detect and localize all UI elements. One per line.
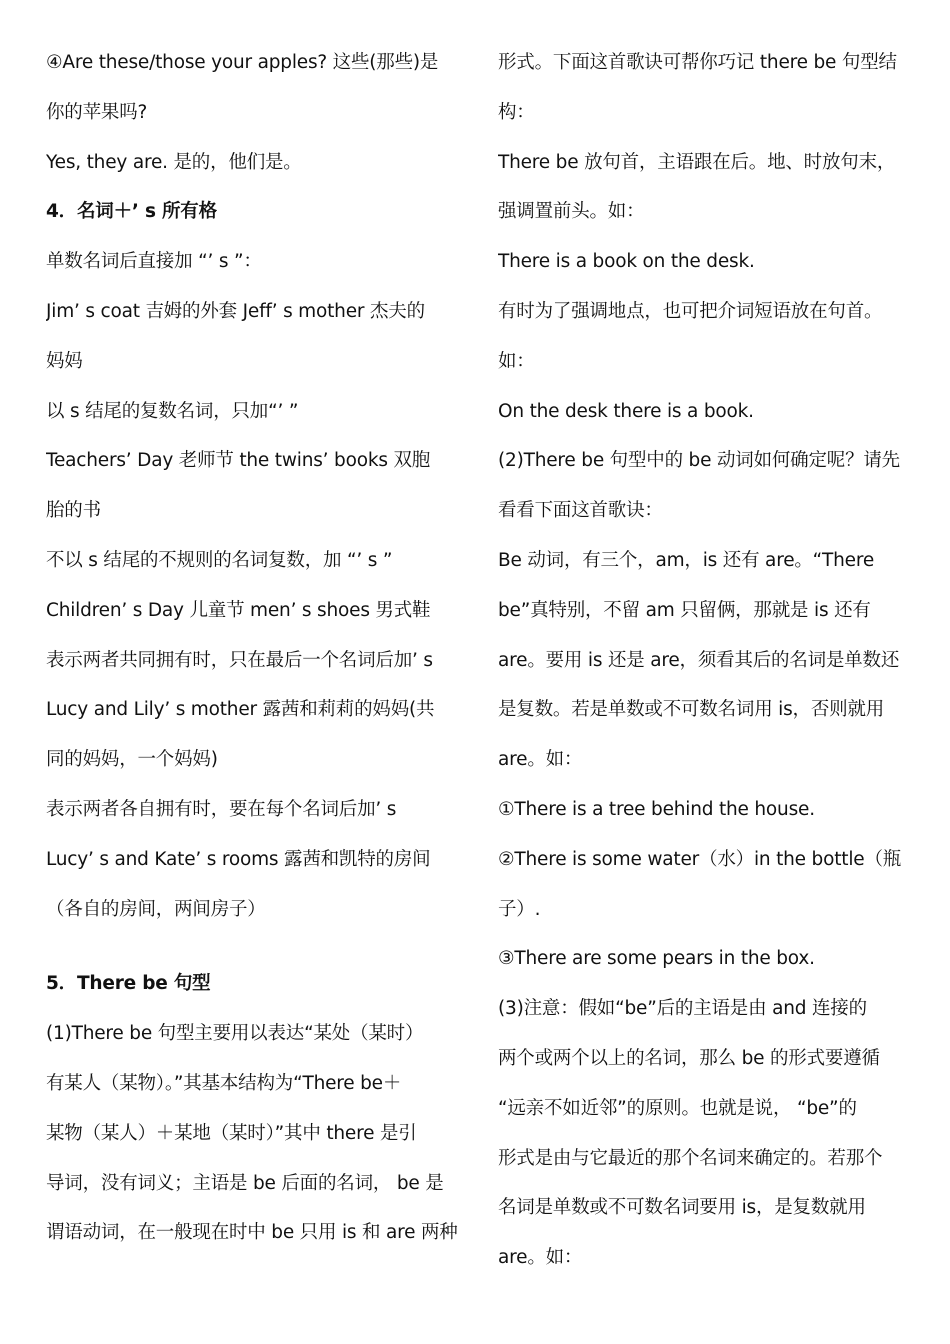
text-line: 某物（某人）＋某地（某时）”其中 there 是引 [46,1122,417,1144]
text-line: (2)There be 句型中的 be 动词如何确定呢？请先 [498,450,900,472]
text-line: be”真特别，不留 am 只留俩，那就是 is 还有 [498,599,871,621]
text-line: 同的妈妈，一个妈妈) [46,749,218,771]
left-column [46,38,466,1258]
text-line: are。如： [498,1247,583,1269]
text-line: There is a book on the desk. [498,251,755,273]
text-line: 形式。下面这首歌诀可帮你巧记 there be 句型结 [498,52,897,73]
text-line: 构： [498,101,535,123]
section-heading: 5．There be 句型 [46,973,211,995]
text-line: There be 放句首，主语跟在后。地、时放句末， [498,151,896,173]
text-line: 单数名词后直接加 “’ s ”： [46,251,262,273]
text-line: Lucy and Lily’ s mother 露茜和莉莉的妈妈(共 [46,699,435,721]
text-line: 妈妈 [46,350,83,372]
text-line: 是复数。若是单数或不可数名词用 is，否则就用 [498,699,885,721]
text-line: On the desk there is a book. [498,400,754,422]
text-line: 谓语动词，在一般现在时中 be 只用 is 和 are 两种 [46,1222,458,1244]
text-line: 名词是单数或不可数名词要用 is，是复数就用 [498,1197,866,1219]
text-line: (1)There be 句型主要用以表达“某处（某时） [46,1023,424,1045]
text-line: Yes, they are. 是的，他们是。 [46,151,302,173]
text-line: (3)注意：假如“be”后的主语是由 and 连接的 [498,998,867,1020]
text-line: Teachers’ Day 老师节 the twins’ books 双胞 [46,450,431,472]
text-line: （各自的房间，两间房子） [46,898,266,920]
text-line: “远亲不如近邻”的原则。也就是说， “be”的 [498,1097,857,1119]
section-spacer [46,934,466,959]
text-line: Lucy’ s and Kate’ s rooms 露茜和凯特的房间 [46,848,431,870]
text-line: 有时为了强调地点，也可把介词短语放在句首。 [498,300,883,322]
text-line: 导词，没有词义；主语是 be 后面的名词， be 是 [46,1172,444,1194]
text-line: 看看下面这首歌诀： [498,500,663,522]
text-line: ④Are these/those your apples? 这些(那些)是 [46,52,439,73]
text-line: Jim’ s coat 吉姆的外套 Jeff’ s mother 杰夫的 [46,300,425,322]
text-line: 子）. [498,898,541,920]
text-line: ②There is some water（水）in the bottle（瓶 [498,848,902,870]
text-line: 你的苹果吗? [46,101,148,123]
text-line: 强调置前头。如： [498,201,645,223]
section-heading: 4．名词＋’ s 所有格 [46,201,217,223]
text-line: 两个或两个以上的名词，那么 be 的形式要遵循 [498,1047,880,1069]
text-line: ①There is a tree behind the house. [498,798,815,820]
text-line: 有某人（某物）。”其基本结构为“There be＋ [46,1072,402,1094]
text-line: 胎的书 [46,500,101,522]
text-line: 如： [498,350,535,372]
text-line: ③There are some pears in the box. [498,948,815,970]
text-line: 以 s 结尾的复数名词，只加“’ ” [46,400,299,422]
text-line: are。如： [498,749,583,771]
text-line: are。要用 is 还是 are，须看其后的名词是单数还 [498,649,900,671]
right-column [498,38,916,1283]
text-line: 表示两者共同拥有时，只在最后一个名词后加’ s [46,649,433,671]
text-line: 不以 s 结尾的不规则的名词复数，加 “’ s ” [46,549,393,571]
text-line: Be 动词，有三个，am，is 还有 are。“There [498,549,875,571]
text-line: 形式是由与它最近的那个名词来确定的。若那个 [498,1147,883,1169]
text-line: Children’ s Day 儿童节 men’ s shoes 男式鞋 [46,599,431,621]
text-line: 表示两者各自拥有时，要在每个名词后加’ s [46,798,397,820]
